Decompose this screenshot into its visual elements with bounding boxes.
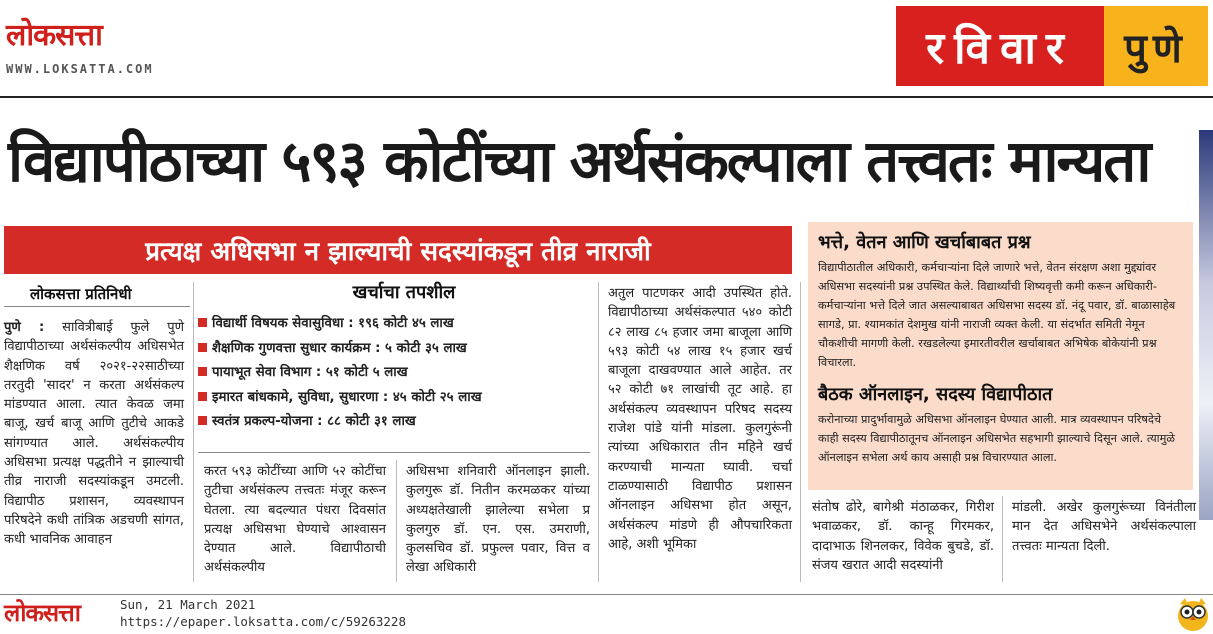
bullet-icon	[198, 343, 207, 352]
article-column-5: संतोष ढोरे, बागेश्री मंठाळकर, गिरीश भवाळकर, डॉ. कान्हू गिरमकर, दादाभाऊ शिनलकर, विवेक बुचडे, डॉ. संजय खरात आदी सदस्यांनी	[812, 500, 994, 573]
footer-date: Sun, 21 March 2021	[120, 597, 256, 612]
sidebar-title-allowances: भत्ते, वेतन आणि खर्चाबाबत प्रश्न	[818, 232, 1031, 253]
footer-logo[interactable]: लोकसत्ता	[4, 598, 80, 627]
footer-divider	[0, 594, 1213, 595]
article-column-1	[4, 318, 184, 550]
column-divider	[396, 460, 397, 582]
table-row-text: स्वतंत्र प्रकल्प-योजना : ८८ कोटी ३१ लाख	[212, 414, 416, 429]
expenditure-table	[198, 280, 590, 435]
bullet-icon	[198, 416, 207, 425]
column-divider	[193, 282, 194, 582]
masthead-divider	[0, 96, 1213, 98]
article-column-2: करत ५९३ कोटींच्या आणि ५२ कोटींचा तुटीचा अर्थसंकल्प तत्त्वतः मंजूर करून घेतला. त्या बदल्यात पंधरा दिवसांत प्रत्यक्ष अधिसभा घेण्याचे आश्वासन देण्यात आले. विद्यापीठाची अर्थसंकल्पीय	[204, 464, 386, 576]
headline: विद्यापीठाच्या ५९३ कोटींच्या अर्थसंकल्पाला तत्त्वतः मान्यता	[8, 127, 1150, 195]
table-bottom-rule	[198, 452, 590, 453]
table-row	[198, 386, 590, 411]
table-row	[198, 361, 590, 386]
owl-icon[interactable]	[1176, 596, 1210, 632]
column-divider	[800, 282, 801, 582]
article-column-6: मांडली. अखेर कुलगुरूंच्या विनंतीला मान देत अधिसभेने अर्थसंकल्पाला तत्त्वतः मान्यता दिली.	[1012, 500, 1196, 554]
sidebar-box	[808, 222, 1193, 490]
byline-rule	[4, 306, 190, 307]
sidebar-text-allowances: विद्यापीठातील अधिकारी, कर्मचाऱ्यांना दिले जाणारे भत्ते, वेतन संरक्षण अशा मुद्द्यांवर अधिसभा सदस्यांनी प्रश्न उपस्थित केले. विद्यार्थ्यांची शिष्यवृत्ती कमी करून अधिकारी-कर्मचाऱ्यांना भत्ते दिले जात असल्याबाबत अधिसभा सदस्य डॉ. नंदू पवार, डॉ. बाळासाहेब सागडे, प्रा. श्यामकांत देशमुख यांनी नाराजी व्यक्त केली. या संदर्भात समिती नेमून चौकशीची मागणी केली. रखडलेल्या इमारतीवरील खर्चाबाबत अभिषेक बोकेयांनी प्रश्न विचारला.	[818, 261, 1176, 369]
article-column-3: अधिसभा शनिवारी ऑनलाइन झाली. कुलगुरू डॉ. नितीन करमळकर यांच्या अध्यक्षतेखाली झालेल्या सभेला प्र कुलगुरु डॉ. एन. एस. उमराणी, कुलसचिव डॉ. प्रफुल्ल पवार, वित्त व लेखा अधिकारी	[406, 464, 590, 576]
table-row	[198, 410, 590, 435]
column-divider	[1002, 496, 1003, 582]
dateline: पुणे :	[4, 320, 45, 335]
table-row-text: विद्यार्थी विषयक सेवासुविधा : १९६ कोटी ४५ लाख	[212, 316, 454, 331]
table-row	[198, 312, 590, 337]
bullet-icon	[198, 367, 207, 376]
edge-strip	[1199, 130, 1213, 520]
bullet-icon	[198, 318, 207, 327]
footer-link[interactable]: https://epaper.loksatta.com/c/59263228	[120, 614, 406, 629]
table-row-text: इमारत बांधकामे, सुविधा, सुधारणा : ४५ कोटी २५ लाख	[212, 389, 482, 405]
article-column-4: अतुल पाटणकर आदी उपस्थित होते. विद्यापीठाच्या अर्थसंकल्पात ५४० कोटी ८२ लाख ८५ हजार जमा बाजूला आणि ५९३ कोटी ५४ लाख १५ हजार खर्च बाजूला दाखवण्यात आले आहेत. तर ५२ कोटी ७१ लाखांची तूट आहे. हा अर्थसंकल्प व्यवस्थापन परिषद सदस्य राजेश पांडे यांनी मांडला. कुलगुरूंनी त्यांच्या अधिकारात तीन महिने खर्च करण्याची मान्यता घ्यावी. चर्चा टाळण्यासाठी विद्यापीठ प्रशासन ऑनलाइन अधिसभा होत असून, अर्थसंकल्प मांडणे ही औपचारिकता आहे, अशी भूमिका	[608, 286, 792, 552]
byline: लोकसत्ता प्रतिनिधी	[30, 285, 132, 303]
city-label: पुणे	[1104, 6, 1208, 86]
day-label: रविवार	[896, 6, 1104, 86]
table-row-text: पायाभूत सेवा विभाग : ५१ कोटी ५ लाख	[212, 365, 408, 380]
subheadline-banner: प्रत्यक्ष अधिसभा न झाल्याची सदस्यांकडून तीव्र नाराजी	[4, 226, 792, 274]
sidebar-title-online-meeting: बैठक ऑनलाइन, सदस्य विद्यापीठात	[818, 384, 1053, 405]
table-row	[198, 337, 590, 362]
column-1-text: सावित्रीबाई फुले पुणे विद्यापीठाच्या अर्थसंकल्पीय अधिसभेत शैक्षणिक वर्ष २०२१-२२साठीच्या तरतुदी 'सादर' न करता अर्थसंकल्प मांडण्यात आला. त्यात केवळ जमा बाजू, खर्च बाजू आणि तुटीचे आकडे सांगण्यात आले. अर्थसंकल्पीय अधिसभा प्रत्यक्ष पद्धतीने न झाल्याची तीव्र नाराजी सदस्यांकडून उमटली. विद्यापीठ प्रशासन, व्यवस्थापन परिषदेने कधी तांत्रिक अडचणी सांगत, कधी भावनिक आवाहन	[4, 320, 184, 548]
bullet-icon	[198, 392, 207, 401]
column-divider	[598, 282, 599, 582]
masthead-logo[interactable]: लोकसत्ता	[6, 18, 102, 53]
site-url[interactable]: WWW.LOKSATTA.COM	[6, 62, 154, 76]
table-row-text: शैक्षणिक गुणवत्ता सुधार कार्यक्रम : ५ कोटी ३५ लाख	[212, 340, 467, 356]
table-title: खर्चाचा तपशील	[352, 282, 456, 303]
sidebar-text-online-meeting: करोनाच्या प्रादुर्भावामुळे अधिसभा ऑनलाइन घेण्यात आली. मात्र व्यवस्थापन परिषदेचे काही सदस्य विद्यापीठातूनच ऑनलाइन अधिसभेत सहभागी झाल्याचे दिसून आले. त्यामुळे ऑनलाइन सभेला अर्थ काय असाही प्रश्न विचारण्यात आला.	[818, 413, 1175, 464]
